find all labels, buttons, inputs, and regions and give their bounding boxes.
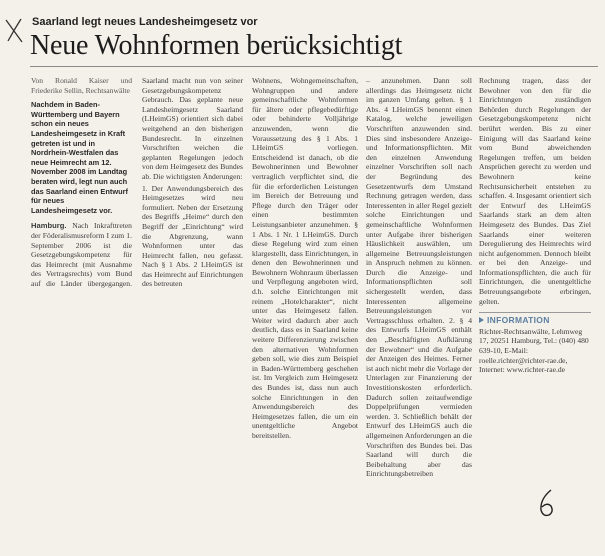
dateline: Hamburg. [31,221,67,231]
article-byline: Von Ronald Kaiser und Friederike Sellin, Rechtsanwälte [31,76,132,95]
triangle-bullet-icon [479,317,484,323]
column-3 [366,76,472,554]
handwritten-x-mark [4,16,26,46]
article-lead: Nachdem in Baden-Württemberg und Bayern schon ein neues Landesheimgesetz in Kraft getreten ist und in Nordrhein-Westfalen das neue Heimrecht am 12. November 2008 im Landtag beraten wird, legt nun auch das Saarland einen Entwurf für neues Landesheimgesetz vor. [31,100,128,215]
body-paragraph: Rechnung tragen, dass der Bewohner von den für die Einrichtungen zuständigen Behörden durch Regelungen der Gesetzgebungskompetenz nicht berührt werden. Bis zu einer Einigung will das Saarland keine vom Bund abweichenden Regelungen treffen, um beiden Ansprüchen gerecht zu werden und Bewohnern keine Rechtsunsicherheit entstehen zu schaffen. 4. Insgesamt orientiert sich der Entwurf des LHeimGS Saarlands stark an dem alten Heimgesetz des Bundes. Das Ziel Saarlands einer weiteren Deregulierung des Heimrechts wird nicht aufgenommen. Dennoch bleibt er bei den Anzeige- und Informationspflichten, die auch für Einrichtungen, die unentgeltliche Betreuungsangebote erbringen, gelten. [479,76,591,306]
body-text: Nach Inkrafttreten der Föderalismusreform I zum 1. September 2006 ist die Gesetzgebungskompetenz für das Heimrecht (mit Ausnahme des Vertragsrechts) vom Bund auf die Länder übergegangen. Saarland macht nun von seiner Gesetzgebungskompetenz Gebrauch. Das geplante neue Landesheimgesetz Saarland (LHeimGS) orientiert sich dabei weitgehend an den bisherigen Bundesrecht. In einzelnen Vorschriften weichen die geplanten Regelungen jedoch von dem Heimgesetz des Bundes ab. Die wichtigsten Änderungen: [31,76,243,288]
column-2 [252,76,358,554]
body-paragraph: – anzunehmen. Dann soll allerdings das Heimgesetz nicht im ganzen Umfang gelten. § 1 Abs. 4 LHeimGS benennt einen Katalog, welche jeweiligen Vorschriften anzuwenden sind. Dies sind insbesondere Anzeige- und Informationspflichten. Mit den einzelnen Anwendung einzelner Vorschriften soll nach der Begründung des Gesetzentwurfs dem Umstand Rechnung getragen werden, dass Interessenten in aller Regel gezielt solche Einrichtungen und gemeinschaftliche Wohnformen unter Aufgabe ihrer bisherigen Häuslichkeit auswählen, um allgemeine Betreuungsleistungen in Anspruch nehmen zu können. Durch die Anzeige- und Informationspflichten soll sichergestellt werden, dass Interessenten allgemeine Betreuungsleistungen vor Vertragsschluss erhalten. 2. § 4 des Entwurfs LHeimGS enthält den „Beschäftigten Aufklärung der Bewohner“ und die Aufgabe der Anzeigen des Heimes. Ferner ist auch nicht mehr die Vorlage der Unterlagen zur Finanzierung der Investitionskosten erforderlich. Dadurch sollen zeitaufwendige Doppelprüfungen vermieden werden. 3. Schließlich behält der Entwurf des LHeimGS auch die allgemeinen Anforderungen an die Vorschriften des Bundes bei. Das Saarland will durch die Beibehaltung aber das Einrichtungsbetreiben [366,76,472,479]
column-4 [479,76,591,554]
info-title [479,316,591,326]
info-title-text: INFORMATION [487,315,550,326]
body-paragraph: Wohnens, Wohngemeinschaften, Wohngruppen und andere gemeinschaftliche Wohnformen für ältere oder pflegebedürftige oder behinderte Volljährige anzuwenden, wenn die Voraussetzung des § 1 Abs. 1 LHeimGS vorliegen. Entscheidend ist danach, ob die Bewohnerinnen und Bewohner vertraglich verpflichtet sind, die für die erforderlichen Leistungen im Bereich der Betreuung und Pflege durch den Träger oder einen bestimmten Leistungsanbieter anzunehmen. § 1 Abs. 1 Nr. 1 LHeimGS. Durch diese Regelung wird zum einen klargestellt, dass Einrichtungen, in denen den Bewohnerinnen und Bewohnern Wohnraum überlassen und Verpflegung angeboten wird, d.h. solche Einrichtungen mit reinem „Hotelcharakter“, nicht unter das Heimgesetz fallen. Weiter wird dadurch aber auch deutlich, dass es in Saarland keine weitere Differenzierung zwischen den alternativen Wohnformen geben soll, wie dies zum Beispiel in Baden-Württemberg geschehen ist. Im Vergleich zum Heimgesetz des Bundes ist, dass nun auch solche Einrichtungen in den Anwendungsbereich des Heimgesetzes fallen, die um ein unentgeltliche Angebot bereitstellen. [252,76,358,440]
column-1 [31,76,243,554]
info-box [479,312,591,375]
body-paragraph: 1. Der Anwendungsbereich des Heimgesetzes wird neu formuliert. Neben der Ersetzung des Begriffs „Heime“ durch den Begriff der „Einrichtung“ wird die Abgrenzung, wann Wohnformen unter das Heimrecht fallen, neu gefasst. Nach § 1 Abs. 2 LHeimGS ist das Heimrecht auf Einrichtungen des betreuten [142,183,243,289]
handwritten-page-number [536,487,558,519]
headline-rule [30,66,598,67]
article-headline: Neue Wohnformen berücksichtigt [30,30,403,61]
info-text: Richter-Rechtsanwälte, Lehmweg 17, 20251 Hamburg, Tel.: (040) 480 639-10, E-Mail: roelle.richter@richter-rae.de, Internet: www.richter-rae.de [479,326,589,375]
article-kicker: Saarland legt neues Landesheimgesetz vor [32,16,258,28]
